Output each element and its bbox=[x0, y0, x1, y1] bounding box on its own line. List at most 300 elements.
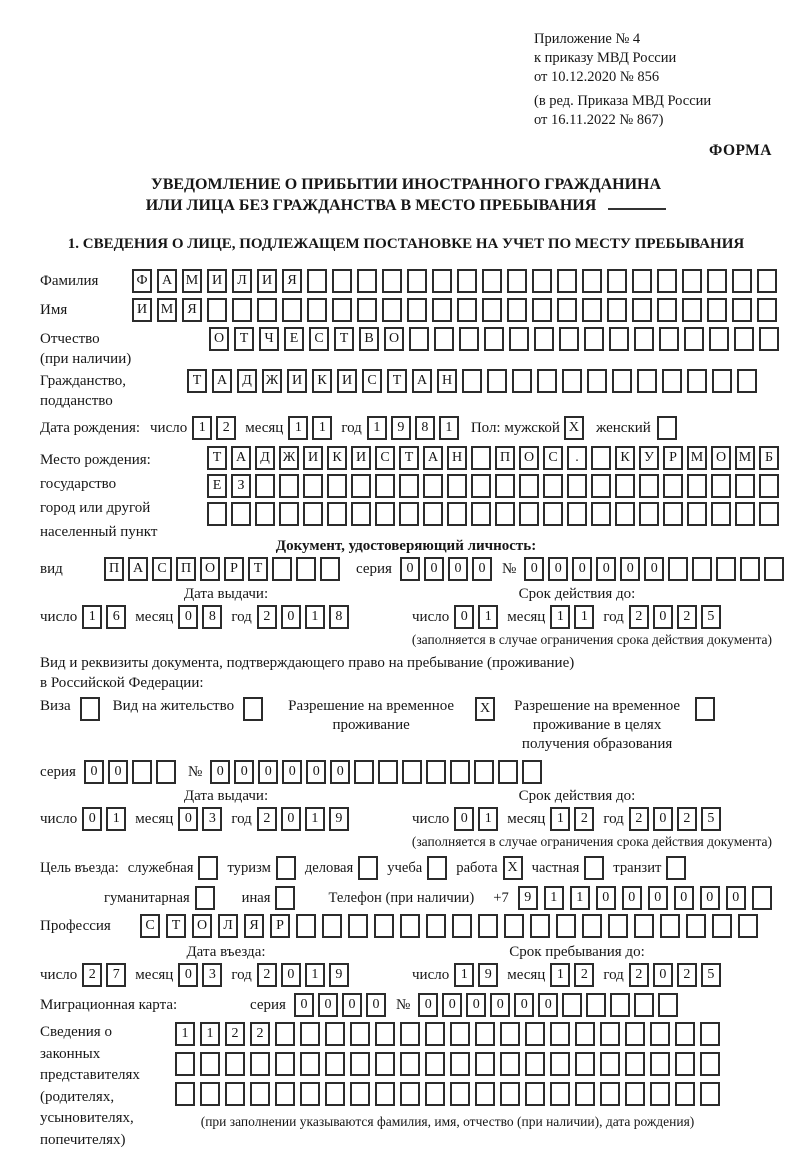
char-cell bbox=[610, 993, 630, 1017]
char-cell bbox=[543, 502, 563, 526]
valid-until-heading: Срок действия до: bbox=[518, 586, 636, 602]
char-cell: 0 bbox=[548, 557, 568, 581]
char-cell bbox=[591, 446, 611, 470]
char-cell: С bbox=[140, 914, 160, 938]
char-cell: 2 bbox=[629, 605, 649, 629]
char-cell bbox=[507, 269, 527, 293]
residence-series-cells bbox=[84, 760, 176, 784]
residence-valid-year-cells bbox=[629, 807, 721, 831]
char-cell bbox=[382, 269, 402, 293]
appendix-line: от 10.12.2020 № 856 bbox=[534, 69, 660, 85]
residence-valid-date: число 0 1 месяц 1 2 год 2 0 2 5 bbox=[412, 807, 721, 831]
char-cell bbox=[175, 1082, 195, 1106]
char-cell bbox=[707, 269, 727, 293]
validity-note: (заполняется в случае ограничения срока действия документа) bbox=[411, 834, 772, 849]
char-cell bbox=[700, 1082, 720, 1106]
validity-note: (заполняется в случае ограничения срока действия документа) bbox=[411, 632, 772, 647]
char-cell: О bbox=[711, 446, 731, 470]
char-cell: А bbox=[128, 557, 148, 581]
checkbox-official bbox=[198, 856, 218, 880]
char-cell: Я bbox=[182, 298, 202, 322]
char-cell bbox=[156, 760, 176, 784]
entry-date: число 2 7 месяц 0 3 год 2 0 1 9 bbox=[40, 963, 412, 987]
char-cell: 1 bbox=[454, 963, 474, 987]
char-cell bbox=[325, 1022, 345, 1046]
surname-label: Фамилия bbox=[40, 273, 99, 289]
char-cell bbox=[609, 327, 629, 351]
char-cell: 1 bbox=[478, 807, 498, 831]
residence-valid-day-cells bbox=[454, 807, 498, 831]
purpose-official: служебная bbox=[128, 856, 219, 880]
day-label: число bbox=[150, 420, 188, 436]
char-cell bbox=[586, 993, 606, 1017]
char-cell bbox=[556, 914, 576, 938]
char-cell: М bbox=[687, 446, 707, 470]
checkbox-private bbox=[584, 856, 604, 880]
char-cell: 0 bbox=[418, 993, 438, 1017]
char-cell: К bbox=[615, 446, 635, 470]
char-cell: 0 bbox=[258, 760, 278, 784]
char-cell bbox=[296, 914, 316, 938]
birth-place-row-1 bbox=[207, 446, 779, 470]
char-cell bbox=[320, 557, 340, 581]
char-cell: Д bbox=[237, 369, 257, 393]
char-cell: 0 bbox=[281, 963, 301, 987]
char-cell: 9 bbox=[329, 963, 349, 987]
char-cell bbox=[378, 760, 398, 784]
issue-date-heading: Дата выдачи: bbox=[183, 788, 269, 804]
char-cell bbox=[400, 1022, 420, 1046]
phone-prefix: +7 bbox=[493, 889, 509, 906]
representatives-label: Сведения о законных представителях (родителях, усыновителях, попечителях) bbox=[40, 1024, 140, 1148]
char-cell bbox=[587, 369, 607, 393]
char-cell: 0 bbox=[653, 963, 673, 987]
char-cell: 0 bbox=[596, 557, 616, 581]
char-cell bbox=[325, 1082, 345, 1106]
char-cell bbox=[200, 1082, 220, 1106]
char-cell: 2 bbox=[257, 605, 277, 629]
representatives-note: (при заполнении указываются фамилия, имя, отчество (при наличии), дата рождения) bbox=[200, 1114, 695, 1129]
char-cell bbox=[525, 1052, 545, 1076]
option-temp-residence-education: Разрешение на временное проживание в целях получения образования bbox=[508, 697, 715, 754]
char-cell bbox=[382, 298, 402, 322]
char-cell bbox=[550, 1052, 570, 1076]
char-cell bbox=[275, 1082, 295, 1106]
char-cell: Л bbox=[218, 914, 238, 938]
char-cell bbox=[375, 1022, 395, 1046]
char-cell bbox=[612, 369, 632, 393]
char-cell: 0 bbox=[306, 760, 326, 784]
char-cell: 1 bbox=[305, 807, 325, 831]
char-cell bbox=[207, 502, 227, 526]
char-cell bbox=[662, 369, 682, 393]
residence-series-row bbox=[40, 760, 772, 784]
char-cell: 0 bbox=[294, 993, 314, 1017]
char-cell bbox=[296, 557, 316, 581]
char-cell bbox=[759, 502, 779, 526]
char-cell bbox=[332, 298, 352, 322]
char-cell bbox=[600, 1022, 620, 1046]
purpose-row-1 bbox=[40, 856, 772, 880]
char-cell: Т bbox=[187, 369, 207, 393]
char-cell bbox=[282, 298, 302, 322]
char-cell bbox=[738, 914, 758, 938]
char-cell bbox=[327, 502, 347, 526]
char-cell: 0 bbox=[178, 963, 198, 987]
series-label: серия bbox=[40, 764, 76, 780]
doc-valid-date: число 0 1 месяц 1 1 год 2 0 2 5 bbox=[412, 605, 721, 629]
char-cell: 0 bbox=[330, 760, 350, 784]
char-cell: В bbox=[359, 327, 379, 351]
char-cell bbox=[471, 446, 491, 470]
char-cell bbox=[426, 914, 446, 938]
option-residence-permit: Вид на жительство bbox=[113, 697, 263, 721]
birth-place-label: Место рождения: государство город или другой населенный пункт bbox=[40, 452, 158, 540]
char-cell: А bbox=[412, 369, 432, 393]
char-cell bbox=[567, 474, 587, 498]
char-cell bbox=[668, 557, 688, 581]
char-cell: Б bbox=[759, 446, 779, 470]
char-cell bbox=[400, 1052, 420, 1076]
char-cell bbox=[478, 914, 498, 938]
char-cell: 0 bbox=[281, 807, 301, 831]
char-cell bbox=[484, 327, 504, 351]
char-cell bbox=[575, 1052, 595, 1076]
series-label: серия bbox=[356, 561, 392, 577]
char-cell: Т bbox=[399, 446, 419, 470]
char-cell bbox=[522, 760, 542, 784]
char-cell bbox=[637, 369, 657, 393]
char-cell bbox=[657, 298, 677, 322]
char-cell bbox=[600, 1052, 620, 1076]
char-cell bbox=[495, 502, 515, 526]
field-profession bbox=[40, 914, 772, 938]
char-cell bbox=[447, 474, 467, 498]
char-cell: 1 bbox=[106, 807, 126, 831]
char-cell: 8 bbox=[329, 605, 349, 629]
char-cell bbox=[732, 298, 752, 322]
char-cell bbox=[452, 914, 472, 938]
char-cell bbox=[757, 298, 777, 322]
char-cell bbox=[684, 327, 704, 351]
char-cell: 2 bbox=[250, 1022, 270, 1046]
char-cell: 9 bbox=[391, 416, 411, 440]
char-cell: 2 bbox=[677, 963, 697, 987]
char-cell bbox=[279, 474, 299, 498]
char-cell: Н bbox=[437, 369, 457, 393]
char-cell: П bbox=[176, 557, 196, 581]
char-cell bbox=[423, 502, 443, 526]
purpose-study: учеба bbox=[387, 856, 447, 880]
char-cell bbox=[375, 1052, 395, 1076]
char-cell: С bbox=[309, 327, 329, 351]
purpose-transit: транзит bbox=[613, 856, 686, 880]
char-cell: А bbox=[231, 446, 251, 470]
char-cell: 1 bbox=[550, 807, 570, 831]
representatives-row-3 bbox=[175, 1082, 720, 1106]
char-cell: 0 bbox=[234, 760, 254, 784]
char-cell bbox=[350, 1082, 370, 1106]
char-cell: О bbox=[200, 557, 220, 581]
profession-cells bbox=[140, 914, 758, 938]
doc-date-headings bbox=[40, 586, 772, 603]
char-cell bbox=[350, 1022, 370, 1046]
doc-dates bbox=[40, 605, 772, 629]
given-name-label: Имя bbox=[40, 302, 68, 318]
char-cell bbox=[487, 369, 507, 393]
char-cell bbox=[615, 474, 635, 498]
char-cell: Т bbox=[387, 369, 407, 393]
char-cell: 0 bbox=[454, 807, 474, 831]
patronymic-cells bbox=[209, 327, 779, 351]
char-cell: 0 bbox=[596, 886, 616, 910]
revision-line: (в ред. Приказа МВД России bbox=[534, 93, 712, 109]
char-cell: Т bbox=[248, 557, 268, 581]
char-cell bbox=[332, 269, 352, 293]
char-cell bbox=[682, 269, 702, 293]
char-cell bbox=[307, 269, 327, 293]
char-cell: 1 bbox=[367, 416, 387, 440]
char-cell: Л bbox=[232, 269, 252, 293]
year-label: год bbox=[341, 420, 362, 436]
char-cell bbox=[660, 914, 680, 938]
purpose-tourism: туризм bbox=[227, 856, 295, 880]
char-cell: 0 bbox=[644, 557, 664, 581]
profession-label: Профессия bbox=[40, 918, 111, 934]
char-cell bbox=[457, 269, 477, 293]
migration-number-cells bbox=[418, 993, 678, 1017]
char-cell bbox=[532, 298, 552, 322]
series-label: серия bbox=[250, 997, 286, 1013]
char-cell bbox=[450, 1022, 470, 1046]
char-cell bbox=[634, 993, 654, 1017]
valid-until-heading: Срок действия до: bbox=[518, 788, 636, 804]
doc-issue-year-cells bbox=[257, 605, 349, 629]
char-cell bbox=[711, 474, 731, 498]
purpose-work: работа X bbox=[456, 856, 522, 880]
char-cell: Т bbox=[234, 327, 254, 351]
char-cell bbox=[575, 1082, 595, 1106]
patronymic-label: Отчество (при наличии) bbox=[40, 327, 209, 369]
doc-series-cells bbox=[400, 557, 492, 581]
doc-issue-date: число 1 6 месяц 0 8 год 2 0 1 8 bbox=[40, 605, 412, 629]
char-cell: 0 bbox=[210, 760, 230, 784]
char-cell bbox=[608, 914, 628, 938]
char-cell: 1 bbox=[305, 963, 325, 987]
char-cell: Ч bbox=[259, 327, 279, 351]
char-cell bbox=[500, 1052, 520, 1076]
char-cell bbox=[752, 886, 772, 910]
char-cell bbox=[207, 298, 227, 322]
char-cell bbox=[475, 1022, 495, 1046]
char-cell bbox=[567, 502, 587, 526]
char-cell: 5 bbox=[701, 963, 721, 987]
char-cell bbox=[350, 1052, 370, 1076]
char-cell bbox=[434, 327, 454, 351]
char-cell bbox=[759, 327, 779, 351]
char-cell bbox=[498, 760, 518, 784]
char-cell: 0 bbox=[178, 807, 198, 831]
char-cell bbox=[450, 760, 470, 784]
char-cell: 2 bbox=[216, 416, 236, 440]
char-cell: 1 bbox=[570, 886, 590, 910]
char-cell bbox=[732, 269, 752, 293]
given-name-cells bbox=[132, 298, 777, 322]
char-cell bbox=[255, 502, 275, 526]
migration-series-cells bbox=[294, 993, 386, 1017]
char-cell: Е bbox=[207, 474, 227, 498]
char-cell: И bbox=[287, 369, 307, 393]
char-cell bbox=[712, 914, 732, 938]
char-cell bbox=[425, 1022, 445, 1046]
checkbox-work: X bbox=[503, 856, 523, 880]
char-cell bbox=[591, 474, 611, 498]
char-cell: Е bbox=[284, 327, 304, 351]
char-cell: Т bbox=[166, 914, 186, 938]
char-cell bbox=[432, 269, 452, 293]
appendix-line: Приложение № 4 bbox=[534, 31, 641, 47]
char-cell bbox=[450, 1082, 470, 1106]
char-cell bbox=[634, 914, 654, 938]
checkbox-male: X bbox=[564, 416, 584, 440]
char-cell: К bbox=[327, 446, 347, 470]
field-doc-kind bbox=[40, 557, 772, 581]
char-cell bbox=[325, 1052, 345, 1076]
char-cell bbox=[231, 502, 251, 526]
char-cell bbox=[399, 474, 419, 498]
char-cell: 0 bbox=[622, 886, 642, 910]
char-cell bbox=[407, 269, 427, 293]
char-cell bbox=[132, 760, 152, 784]
char-cell: 0 bbox=[342, 993, 362, 1017]
char-cell bbox=[272, 557, 292, 581]
char-cell: 0 bbox=[448, 557, 468, 581]
char-cell bbox=[582, 914, 602, 938]
char-cell bbox=[686, 914, 706, 938]
char-cell bbox=[471, 502, 491, 526]
phone-cells bbox=[518, 886, 772, 910]
purpose-row-2 bbox=[40, 886, 772, 910]
char-cell bbox=[279, 502, 299, 526]
field-birth-date bbox=[40, 416, 772, 440]
char-cell bbox=[562, 369, 582, 393]
field-given-name bbox=[40, 298, 772, 322]
char-cell: 1 bbox=[574, 605, 594, 629]
residence-options bbox=[40, 697, 772, 754]
char-cell: 0 bbox=[653, 807, 673, 831]
checkbox-business bbox=[358, 856, 378, 880]
checkbox-female bbox=[657, 416, 677, 440]
purpose-private: частная bbox=[532, 856, 605, 880]
char-cell: Т bbox=[207, 446, 227, 470]
char-cell bbox=[303, 502, 323, 526]
char-cell bbox=[375, 1082, 395, 1106]
doc-kind-cells bbox=[104, 557, 340, 581]
char-cell: 0 bbox=[282, 760, 302, 784]
char-cell bbox=[675, 1082, 695, 1106]
char-cell: 3 bbox=[202, 807, 222, 831]
number-label: № bbox=[501, 561, 517, 577]
char-cell: 0 bbox=[424, 557, 444, 581]
migration-card-label: Миграционная карта: bbox=[40, 997, 178, 1013]
checkbox-residence-permit bbox=[243, 697, 263, 721]
char-cell bbox=[225, 1082, 245, 1106]
char-cell: 0 bbox=[726, 886, 746, 910]
char-cell bbox=[663, 474, 683, 498]
char-cell bbox=[682, 298, 702, 322]
field-representatives bbox=[40, 1022, 772, 1151]
char-cell: 1 bbox=[312, 416, 332, 440]
residence-number-cells bbox=[210, 760, 542, 784]
char-cell: 2 bbox=[82, 963, 102, 987]
option-visa: Виза bbox=[40, 697, 100, 721]
char-cell: 0 bbox=[514, 993, 534, 1017]
char-cell bbox=[584, 327, 604, 351]
char-cell bbox=[500, 1022, 520, 1046]
char-cell bbox=[650, 1052, 670, 1076]
char-cell: 0 bbox=[490, 993, 510, 1017]
char-cell bbox=[650, 1082, 670, 1106]
char-cell bbox=[632, 269, 652, 293]
char-cell: 1 bbox=[550, 963, 570, 987]
doc-issue-day-cells bbox=[82, 605, 126, 629]
char-cell: 9 bbox=[518, 886, 538, 910]
checkbox-other bbox=[275, 886, 295, 910]
representatives-row-1 bbox=[175, 1022, 720, 1046]
char-cell: 1 bbox=[305, 605, 325, 629]
char-cell: 2 bbox=[574, 963, 594, 987]
char-cell bbox=[250, 1082, 270, 1106]
char-cell bbox=[351, 502, 371, 526]
sex-male-label: Пол: мужской bbox=[470, 420, 560, 436]
char-cell bbox=[474, 760, 494, 784]
entry-date-heading: Дата въезда: bbox=[186, 944, 266, 960]
char-cell bbox=[232, 298, 252, 322]
char-cell bbox=[712, 369, 732, 393]
char-cell bbox=[764, 557, 784, 581]
char-cell: У bbox=[639, 446, 659, 470]
char-cell bbox=[550, 1082, 570, 1106]
stay-month-cells bbox=[550, 963, 594, 987]
residence-issue-day-cells bbox=[82, 807, 126, 831]
char-cell bbox=[537, 369, 557, 393]
char-cell bbox=[400, 1082, 420, 1106]
appendix-line: к приказу МВД России bbox=[534, 50, 677, 66]
char-cell bbox=[507, 298, 527, 322]
char-cell: 1 bbox=[288, 416, 308, 440]
char-cell: 0 bbox=[84, 760, 104, 784]
char-cell bbox=[735, 502, 755, 526]
char-cell bbox=[399, 502, 419, 526]
char-cell: О bbox=[209, 327, 229, 351]
stay-until-heading: Срок пребывания до: bbox=[509, 944, 645, 960]
char-cell bbox=[675, 1022, 695, 1046]
char-cell: И bbox=[303, 446, 323, 470]
char-cell: С bbox=[362, 369, 382, 393]
char-cell bbox=[534, 327, 554, 351]
field-surname bbox=[40, 269, 772, 293]
sex-female-label: женский bbox=[595, 420, 651, 436]
residence-valid-month-cells bbox=[550, 807, 594, 831]
char-cell bbox=[562, 993, 582, 1017]
char-cell bbox=[348, 914, 368, 938]
char-cell: 0 bbox=[538, 993, 558, 1017]
char-cell: 9 bbox=[329, 807, 349, 831]
purpose-humanitarian: гуманитарная bbox=[104, 886, 215, 910]
appendix-note bbox=[534, 30, 772, 130]
char-cell: К bbox=[312, 369, 332, 393]
char-cell bbox=[650, 1022, 670, 1046]
